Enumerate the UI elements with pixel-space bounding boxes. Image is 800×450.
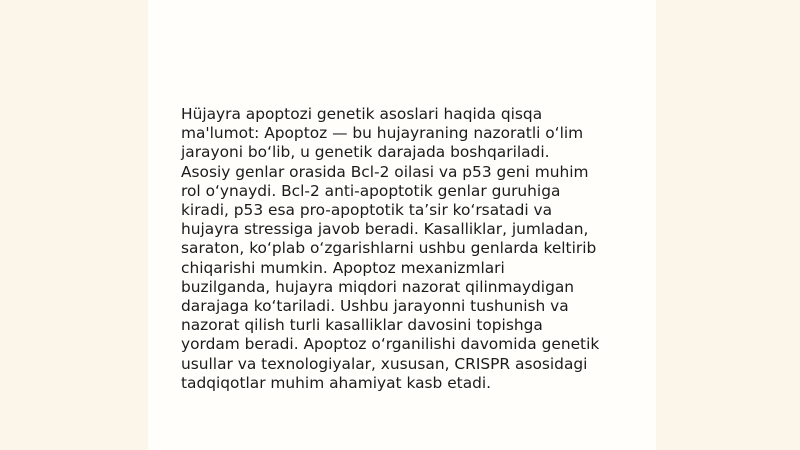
document-page	[148, 0, 656, 450]
body-paragraph: Hüjayra apoptozi genetik asoslari haqida qisqa ma'lumot: Apoptoz — bu hujayraning nazoratli o‘lim jarayoni bo‘lib, u genetik darajada boshqariladi. Asosiy genlar orasida Bcl-2 oilasi va p53 geni muhim rol o‘ynaydi. Bcl-2 anti-apoptotik genlar guruhiga kiradi, p53 esa pro-apoptotik ta’sir ko‘rsatadi va hujayra stressiga javob beradi. Kasalliklar, jumladan, saraton, ko‘plab o‘zgarishlarni ushbu genlarda keltirib chiqarishi mumkin. Apoptoz mexanizmlari buzilganda, hujayra miqdori nazorat qilinmaydigan darajaga ko‘tariladi. Ushbu jarayonni tushunish va nazorat qilish turli kasalliklar davosini topishga yordam beradi. Apoptoz o‘rganilishi davomida genetik usullar va texnologiyalar, xususan, CRISPR asosidagi tadqiqotlar muhim ahamiyat kasb etadi.	[181, 105, 600, 392]
